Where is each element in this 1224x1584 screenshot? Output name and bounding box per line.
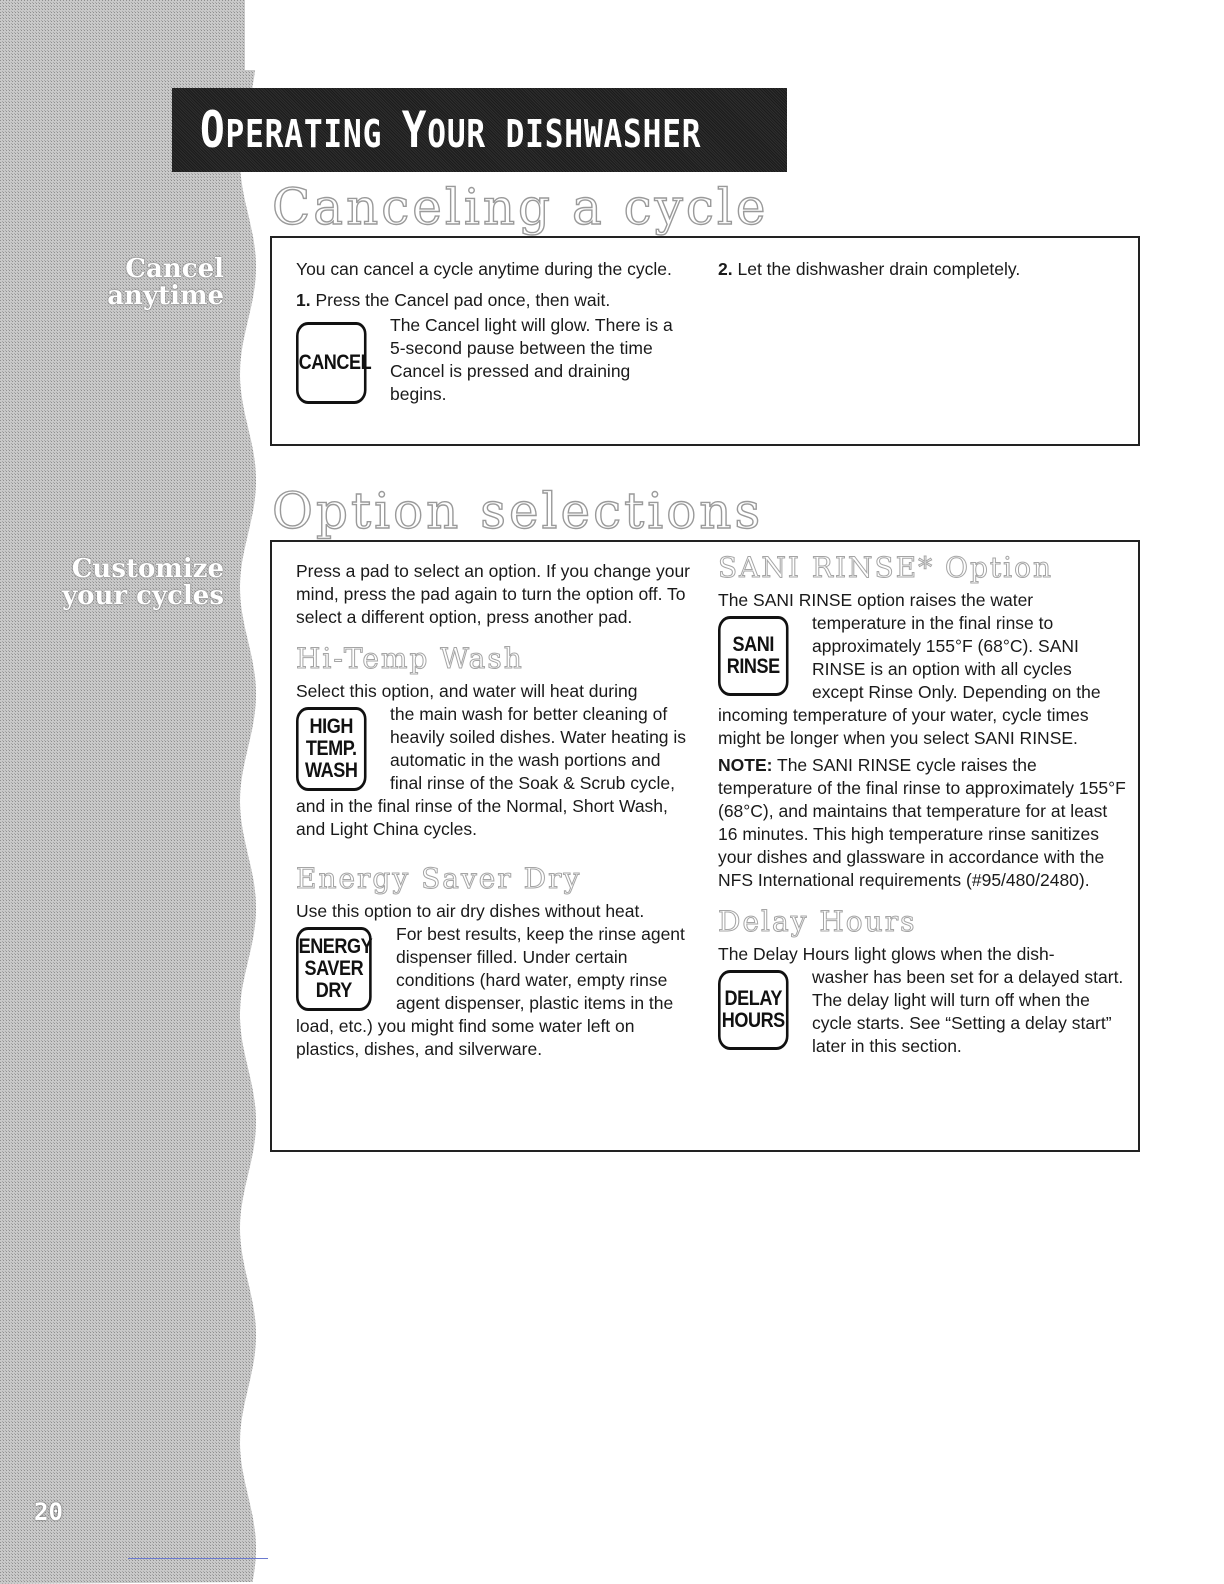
subheading-energy-saver-dry: Energy Saver Dry [296, 862, 582, 895]
energy-saver-lead: Use this option to air dry dishes without heat. [296, 901, 645, 921]
options-box [270, 540, 1140, 1152]
title-initial: Y [401, 101, 428, 159]
cancel-box [270, 236, 1140, 446]
pad-label: HIGH [309, 715, 353, 738]
step-text: Press the Cancel pad once, then wait. [315, 290, 611, 310]
cancel-pad-icon [296, 322, 372, 404]
sidebar-wave-background [0, 0, 262, 1584]
delay-hours-text: washer has been set for a delayed start. The delay light will turn off when the cycle starts. See “Setting a delay start” later in this section. [812, 967, 1124, 1056]
energy-saver-pad-row [296, 923, 696, 1061]
sidebar-label-customize-your-cycles [14, 556, 224, 610]
sidebar-label-line: Customize [71, 554, 224, 584]
subheading-sani-rinse: SANI RINSE* Option [718, 551, 1054, 584]
section-heading-options: Option selections [272, 482, 764, 540]
cancel-intro: You can cancel a cycle anytime during the cycle. [296, 259, 672, 279]
hi-temp-text: the main wash for better cleaning of heavily soiled dishes. Water heating is automatic in the wash portions and final rinse of the Soak & Scrub cycle, and in the final rinse of the Normal, Short Wash, and Light China cycles. [296, 704, 687, 839]
pad-label: WASH [305, 759, 358, 782]
hi-temp-lead: Select this option, and water will heat during [296, 681, 638, 701]
bottom-rule [128, 1558, 268, 1559]
sani-rinse-pad-icon [718, 616, 789, 696]
title-word: PERATING [225, 112, 402, 156]
note-label: NOTE: [718, 755, 773, 775]
page-title [200, 96, 702, 164]
pad-label: HOURS [721, 1009, 785, 1032]
options-right-column [718, 551, 1128, 1058]
sidebar-label-line: your cycles [62, 581, 224, 611]
step-number: 1. [296, 290, 311, 310]
step-text: Let the dishwasher drain completely. [737, 259, 1021, 279]
cancel-right-column [718, 258, 1118, 289]
section-heading-canceling: Canceling a cycle [272, 178, 769, 236]
subheading-delay-hours: Delay Hours [718, 905, 917, 938]
pad-label: DRY [315, 979, 352, 1002]
sidebar-label-line: Cancel [125, 254, 224, 284]
delay-hours-lead: The Delay Hours light glows when the dish- [718, 944, 1055, 964]
pad-label: DELAY [724, 987, 782, 1010]
pad-label: SAVER [304, 957, 364, 980]
cancel-left-column [296, 258, 696, 406]
subheading-hi-temp-wash: Hi-Temp Wash [296, 642, 524, 675]
high-temp-wash-pad-icon [296, 707, 367, 791]
title-word: OUR [427, 112, 506, 156]
pad-label: RINSE [726, 655, 780, 678]
title-initial: O [200, 101, 226, 159]
pad-label: ENERGY [298, 935, 373, 958]
cancel-step-detail: The Cancel light will glow. There is a 5-second pause between the time Cancel is pressed and draining begins. [390, 315, 673, 404]
options-left-column [296, 560, 696, 1061]
cancel-pad-row [296, 314, 696, 406]
title-word: DISHWASHER [505, 112, 702, 156]
cancel-step-2 [718, 258, 1118, 281]
pad-label: SANI [732, 633, 774, 656]
sani-rinse-lead: The SANI RINSE option raises the water [718, 590, 1034, 610]
sani-rinse-pad-row [718, 612, 1128, 750]
sidebar-label-cancel-anytime [14, 256, 224, 310]
pad-label: CANCEL [298, 351, 372, 374]
hi-temp-pad-row [296, 703, 696, 841]
sani-rinse-text: temperature in the final rinse to approximately 155°F (68°C). SANI RINSE is an option with all cycles except Rinse Only. Depending on the incoming temperature of your water, cycle times might be longer when you select SANI RINSE. [718, 613, 1101, 748]
sidebar [0, 0, 262, 1584]
step-number: 2. [718, 259, 733, 279]
sidebar-label-line: anytime [107, 281, 224, 311]
note-text: The SANI RINSE cycle raises the temperature of the final rinse to approximately 155°F (68°C), and maintains that temperature for at least 16 minutes. This high temperature rinse sanitizes your dishes and glassware in accordance with the NFS International requirements (#95/480/2480). [718, 755, 1126, 890]
page-number: 20 [34, 1498, 63, 1526]
options-intro: Press a pad to select an option. If you change your mind, press the pad again to turn the option off. To select a different option, press another pad. [296, 561, 690, 627]
energy-saver-text: For best results, keep the rinse agent dispenser filled. Under certain conditions (hard water, empty rinse agent dispenser, plastic items in the load, etc.) you might find some water left on plastics, dishes, and silverware. [296, 924, 685, 1059]
delay-hours-pad-icon [718, 970, 789, 1050]
energy-saver-dry-pad-icon [296, 927, 372, 1011]
cancel-step-1 [296, 289, 696, 312]
sani-rinse-note [718, 754, 1128, 892]
delay-hours-pad-row [718, 966, 1128, 1058]
pad-label: TEMP. [305, 737, 357, 760]
